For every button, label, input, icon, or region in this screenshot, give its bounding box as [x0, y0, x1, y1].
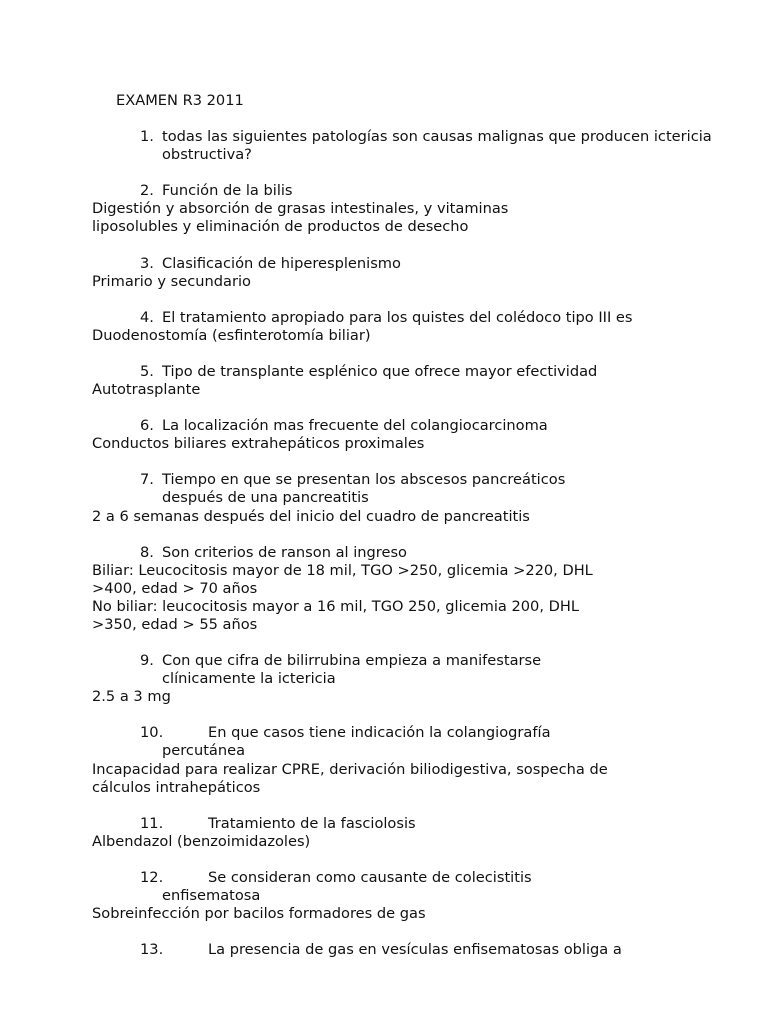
answer-text: Conductos biliares extrahepáticos proximales [92, 435, 425, 453]
question-text: Función de la bilis [162, 182, 293, 200]
question-item [92, 254, 728, 291]
question-text: todas las siguientes patologías son causas malignas que producen ictericia obstructiva? [162, 128, 712, 164]
question-text: Tipo de transplante esplénico que ofrece mayor efectividad [162, 362, 598, 380]
answer-text: Primario y secundario [92, 272, 251, 290]
question-number: 13. [140, 941, 164, 959]
question-text: Clasificación de hiperesplenismo [162, 254, 401, 272]
document-title: EXAMEN R3 2011 [116, 92, 244, 109]
question-text-content: En que casos tiene indicación la colangiografía percutánea [162, 724, 551, 760]
question-number: 12. [140, 868, 164, 886]
answer-text: Sobreinfección por bacilos formadores de gas [92, 905, 426, 923]
question [116, 724, 622, 760]
question-item [92, 814, 728, 851]
question-text [162, 724, 622, 760]
question-item [92, 417, 728, 453]
question-number: 1. [140, 128, 154, 146]
question-item [92, 362, 728, 399]
question-text: La localización mas frecuente del colangiocarcinoma [162, 417, 548, 435]
question [116, 471, 602, 507]
answer-text: Albendazol (benzoimidazoles) [92, 832, 311, 850]
question-text-content: Tratamiento de la fasciolosis [208, 814, 416, 832]
question-text [162, 869, 602, 905]
question [116, 815, 728, 833]
question-number: 7. [140, 471, 154, 489]
question-text-content: Se consideran como causante de colecistitis enfisematosa [162, 868, 532, 904]
question-number: 2. [140, 182, 154, 200]
question-text: Son criterios de ranson al ingreso [162, 543, 407, 561]
answer-text: 2 a 6 semanas después del inicio del cuadro de pancreatitis [92, 507, 530, 525]
question-number: 10. [140, 724, 164, 742]
question [116, 417, 728, 435]
question-text: Con que cifra de bilirrubina empieza a manifestarse clínicamente la ictericia [162, 652, 542, 688]
question [116, 941, 728, 959]
question [116, 128, 728, 164]
question-item [116, 941, 728, 959]
question-item [92, 868, 728, 923]
question-text [162, 941, 728, 959]
question-item [92, 724, 728, 796]
question [116, 869, 602, 905]
question [116, 652, 622, 688]
question-text [162, 815, 728, 833]
question [116, 544, 728, 562]
answer-text: Biliar: Leucocitosis mayor de 18 mil, TGO >250, glicemia >220, DHL >400, edad > 70 años [92, 561, 593, 597]
question [116, 255, 728, 273]
question-number: 4. [140, 308, 154, 326]
answer-text: Duodenostomía (esfinterotomía biliar) [92, 326, 371, 344]
question-number: 8. [140, 543, 154, 561]
question [116, 363, 728, 381]
question [116, 182, 728, 200]
question-number: 9. [140, 652, 154, 670]
question-item [92, 652, 728, 706]
question-text: El tratamiento apropiado para los quistes del colédoco tipo III es [162, 308, 633, 326]
question [116, 309, 682, 327]
question-text-content: La presencia de gas en vesículas enfisematosas obliga a [208, 941, 622, 959]
answer-text-secondary: No biliar: leucocitosis mayor a 16 mil, TGO 250, glicemia 200, DHL >350, edad > 55 años [92, 597, 579, 633]
question-number: 3. [140, 254, 154, 272]
question-item [92, 471, 728, 525]
question-number: 11. [140, 814, 164, 832]
question-number: 5. [140, 362, 154, 380]
question-text: Tiempo en que se presentan los abscesos pancreáticos después de una pancreatitis [162, 471, 566, 507]
answer-text: Autotrasplante [92, 381, 201, 399]
question-item [92, 182, 728, 236]
question-item [116, 128, 728, 164]
answer-text: Incapacidad para realizar CPRE, derivación biliodigestiva, sospecha de cálculos intrahepáticos [92, 760, 608, 796]
question-number: 6. [140, 417, 154, 435]
answer-text: Digestión y absorción de grasas intestinales, y vitaminas liposolubles y eliminación de productos de desecho [92, 200, 509, 236]
answer-text: 2.5 a 3 mg [92, 688, 171, 706]
question-item [92, 308, 728, 345]
question-item [92, 543, 728, 634]
